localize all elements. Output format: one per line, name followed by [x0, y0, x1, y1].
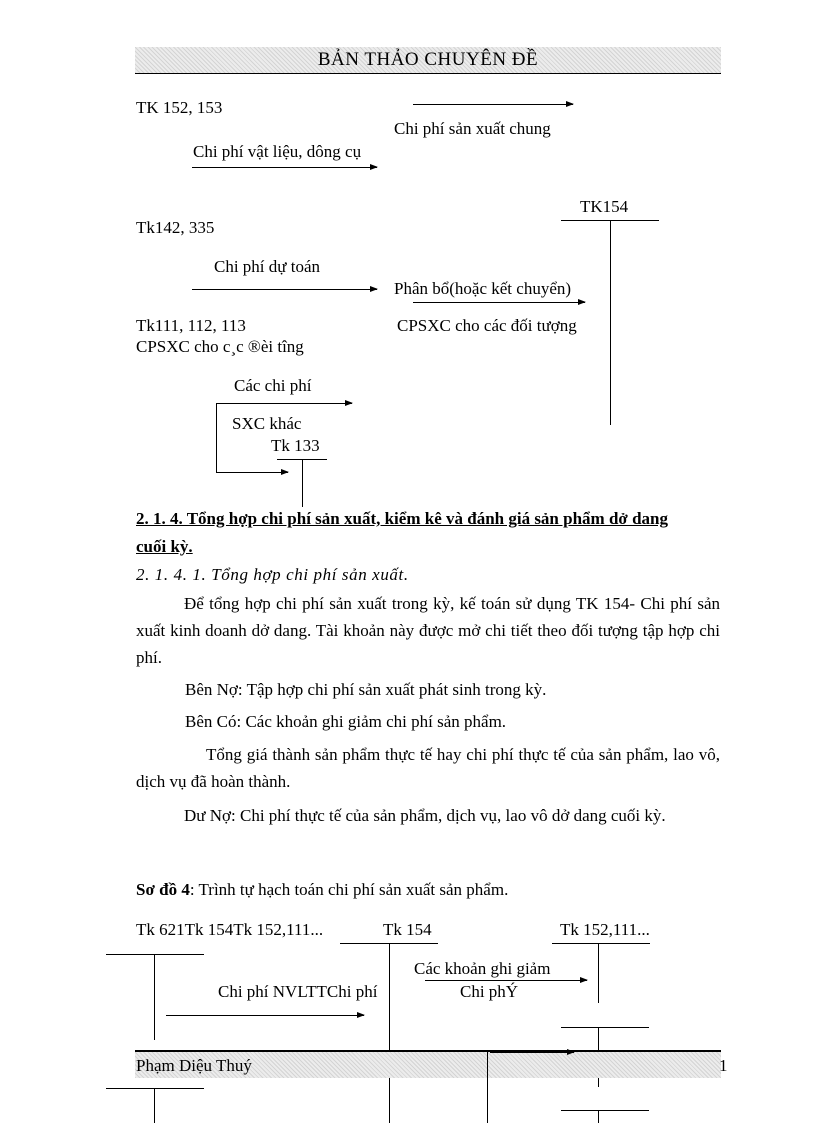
tk133-vertical [302, 459, 303, 507]
footer-arrow [490, 1052, 574, 1053]
ben-co-line: Bên Có: Các khoản ghi giảm chi phí sản phẩm. [185, 712, 507, 731]
label-phanbo: Phân bổ(hoặc kết chuyển) [394, 279, 572, 298]
tk152b-top-bar [552, 943, 650, 944]
arrow-cac-chiphi [216, 403, 352, 404]
section-heading: 2. 1. 4. Tổng hợp chi phí sản xuất, kiểm kê và đánh giá sản phẩm dở dang [136, 509, 668, 528]
tk154b-vertical [389, 943, 390, 1123]
label-tk133: Tk 133 [271, 436, 320, 455]
arrow-dutoan [192, 289, 377, 290]
tk152b-vertical [598, 943, 599, 1003]
subheading: 2. 1. 4. 1. Tổng hợp chi phí sản xuất. [136, 565, 409, 584]
footer-rule [135, 1050, 721, 1052]
arrow-sxc-top [413, 104, 573, 105]
arrow-nvltt [166, 1015, 364, 1016]
arrow-phanbo [413, 302, 585, 303]
paragraph-tong-gia-text: Tổng giá thành sản phẩm thực tế hay chi phí thực tế của sản phẩm, lao vô, dịch vụ đã hoàn thành. [136, 745, 720, 791]
label-tk154-b: Tk 154 [383, 920, 432, 939]
label-cac-chiphi: Các chi phí [234, 376, 312, 395]
label-tk142-335: Tk142, 335 [136, 218, 215, 237]
so-do-caption [136, 880, 508, 900]
page-header-title: BẢN THẢO CHUYÊN ĐỀ [317, 49, 539, 70]
paragraph-tong-gia [136, 741, 720, 795]
label-tk621: Tk 621Tk 154Tk 152,111... [136, 920, 324, 939]
paragraph-du-no [136, 802, 720, 829]
section-heading-cont: cuối kỳ. [136, 537, 193, 556]
arrow-ghi-giam [425, 980, 587, 981]
bleed-bar-left [106, 1088, 204, 1089]
label-tk154: TK154 [580, 197, 629, 216]
bleed-line-2 [154, 1088, 155, 1123]
arrow-to-tk133 [216, 472, 288, 473]
label-cp-nvltt: Chi phí NVLTTChi phí [218, 982, 378, 1001]
label-tk152-b: Tk 152,111... [560, 920, 650, 939]
label-cpsxc-garbled: CPSXC cho c¸c ®èi tîng [136, 337, 304, 356]
so-do-text: : Trình tự hạch toán chi phí sản xuất sản phẩm. [189, 880, 509, 899]
paragraph-intro-text: Để tổng hợp chi phí sản xuất trong kỳ, kế toán sử dụng TK 154- Chi phí sản xuất kinh doanh dở dang. Tài khoản này được mở chi tiết theo đối tượng tập hợp chi phí. [136, 594, 720, 667]
footer-page-number: 1 [719, 1056, 728, 1075]
label-tk111: Tk111, 112, 113 [136, 316, 246, 335]
header-rule [135, 73, 721, 74]
branch-vertical [216, 403, 217, 473]
paragraph-du-no-text: Dư Nợ: Chi phí thực tế của sản phẩm, dịch vụ, lao vô dở dang cuối kỳ. [184, 806, 666, 825]
bleed-bar-right [561, 1110, 649, 1111]
ben-no-line: Bên Nợ: Tập hợp chi phí sản xuất phát sinh trong kỳ. [185, 680, 547, 699]
tk-lower-bar [561, 1027, 649, 1028]
paragraph-intro [136, 590, 720, 671]
bleed-line-3 [598, 1110, 599, 1123]
label-cp-sxc: Chi phí sản xuất chung [394, 119, 551, 138]
so-do-label: Sơ đồ 4 [136, 880, 190, 899]
tk621-vertical [154, 954, 155, 1040]
tk621-top-bar [106, 954, 204, 955]
label-chi-phi-b: Chi phÝ [460, 982, 519, 1001]
footer-author: Phạm Diệu Thuý [136, 1056, 252, 1075]
label-tk152-153: TK 152, 153 [136, 98, 223, 117]
bleed-line-1 [487, 1052, 488, 1123]
arrow-vatlieu [192, 167, 377, 168]
label-cp-vatlieu: Chi phí vật liệu, dông cụ [193, 142, 362, 161]
label-cpsxc-doituong: CPSXC cho các đối tượng [397, 316, 577, 335]
tk154-vertical [610, 220, 611, 425]
label-cac-khoan: Các khoản ghi giảm [414, 959, 551, 978]
label-cp-dutoan: Chi phí dự toán [214, 257, 321, 276]
label-sxc-khac: SXC khác [232, 414, 302, 433]
